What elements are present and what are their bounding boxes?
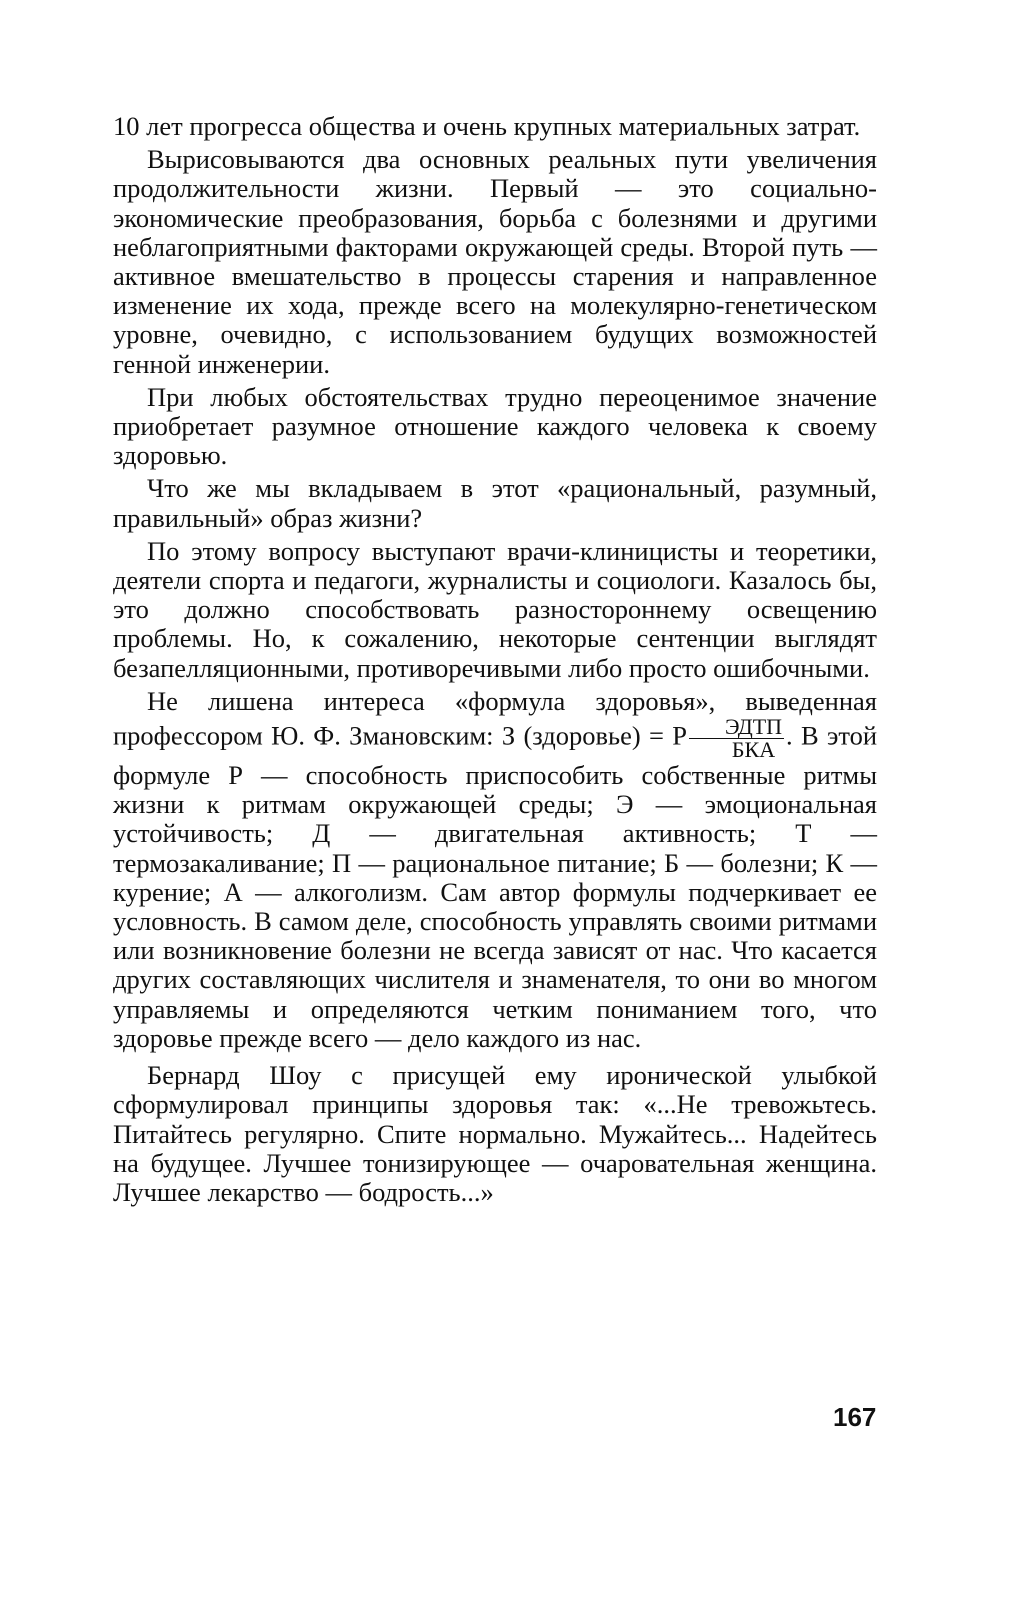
- formula-fraction: [689, 716, 784, 761]
- paragraph-continued: 10 лет прогресса общества и очень крупных материальных затрат.: [113, 111, 861, 141]
- paragraph-shaw-quote: Бернард Шоу с присущей ему иронической улыбкой сформулировал принципы здоровья так: «...Не тревожьтесь. Питайтесь регулярно. Спите нормально. Мужайтесь... Надейтесь на будущее. Лучшее тонизирующее — очаровательная женщина. Лучшее лекарство — бодрость...»: [113, 1060, 877, 1207]
- formula-text-before: Не лишена интереса «формула здоровья», выведенная профессором Ю. Ф. Змановским: З (здоровье) = Р: [113, 685, 877, 751]
- formula-text-after: . В этой формуле Р — способность приспособить собственные ритмы жизни к ритмам окружающей среды; Э — эмоциональная устойчивость; Д — двигательная активность; Т — термозакаливание; П — рациональное питание; Б — болезни; К — курение; А — алкоголизм. Сам автор формулы подчеркивает ее условность. В самом деле, способность управлять своими ритмами или возникновение болезни не всегда зависят от нас. Что касается других составляющих числителя и знаменателя, то они во многом управляемы и определяются четким пониманием того, что здоровье прежде всего — дело каждого из нас.: [113, 720, 878, 1053]
- paragraph-opinions: По этому вопросу выступают врачи-клиницисты и теоретики, деятели спорта и педагоги, журналисты и социологи. Казалось бы, это должно способствовать разностороннему освещению проблемы. Но, к сожалению, некоторые сентенции выглядят безапелляционными, противоречивыми либо просто ошибочными.: [113, 535, 877, 683]
- page-number: 167: [833, 1402, 877, 1432]
- page-body: [113, 112, 877, 1207]
- paragraph-health-attitude: При любых обстоятельствах трудно переоценимое значение приобретает разумное отношение каждого человека к своему здоровью.: [113, 381, 877, 471]
- paragraph-life-extension: Вырисовываются два основных реальных пути увеличения продолжительности жизни. Первый — это социально-экономические преобразования, борьба с болезнями и другими неблагоприятными факторами окружающей среды. Второй путь — активное вмешательство в процессы старения и направленное изменение их хода, прежде всего на молекулярно-генетическом уровне, очевидно, с использованием будущих возможностей генной инженерии.: [113, 144, 877, 379]
- formula-numerator: ЭДТП: [689, 716, 784, 739]
- formula-denominator: БКА: [731, 737, 776, 763]
- paragraph-health-formula: [113, 687, 877, 1053]
- paragraph-question: Что же мы вкладываем в этот «рациональный, разумный, правильный» образ жизни?: [113, 473, 877, 533]
